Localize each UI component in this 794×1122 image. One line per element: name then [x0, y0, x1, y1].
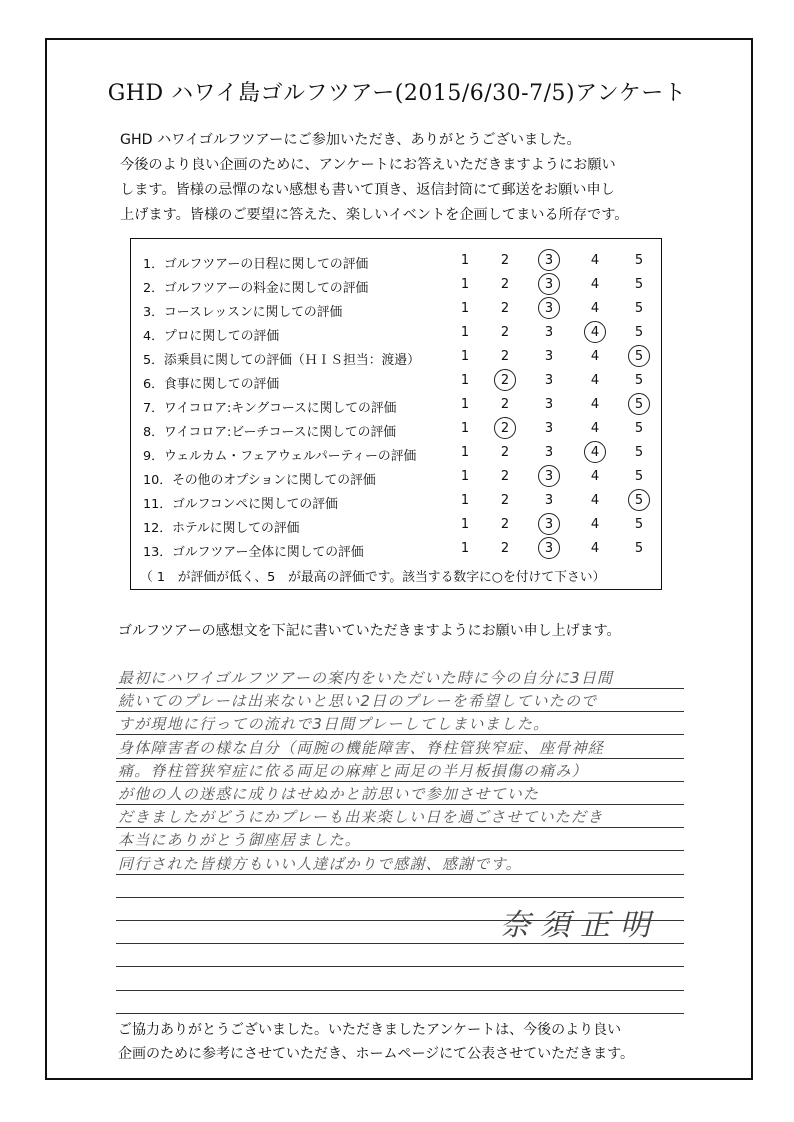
rating-option-label: 3	[544, 493, 554, 508]
rating-option[interactable]	[453, 301, 477, 316]
intro-line: 上げます。皆様のご要望に答えた、楽しいイベントを企画してまいる所存です。	[120, 207, 629, 223]
rating-option-label: 5	[634, 517, 644, 532]
selected-circle-mark	[584, 441, 606, 463]
rating-option-label: 2	[500, 301, 510, 316]
rating-option[interactable]	[537, 253, 561, 268]
rating-row	[143, 394, 663, 418]
rating-label: 5．添乗員に関しての評価（ＨＩＳ担当：渡邉）	[143, 353, 420, 368]
rating-option-label: 3	[544, 253, 554, 268]
rating-option-label: 1	[460, 373, 470, 388]
rating-option[interactable]	[493, 517, 517, 532]
handwritten-line: 痛。脊柱管狭窄症に依る両足の麻痺と両足の半月板損傷の痛み）	[118, 761, 588, 780]
rating-label: 7．ワイコロア:キングコースに関しての評価	[143, 401, 397, 416]
rating-option-label: 2	[500, 493, 510, 508]
rating-option-label: 1	[460, 397, 470, 412]
rating-option-label: 4	[590, 445, 600, 460]
rating-option[interactable]	[493, 421, 517, 436]
rating-option-label: 5	[634, 277, 644, 292]
rating-option-label: 4	[590, 325, 600, 340]
handwritten-line: 続いてのプレーは出来ないと思い2日のプレーを希望していたので	[118, 692, 598, 711]
rating-option-label: 1	[460, 493, 470, 508]
rating-option[interactable]	[627, 301, 651, 316]
rating-option[interactable]	[453, 541, 477, 556]
rating-option[interactable]	[583, 469, 607, 484]
rating-option[interactable]	[583, 325, 607, 340]
rating-option-label: 2	[500, 397, 510, 412]
rating-row	[143, 490, 663, 514]
rating-option-label: 5	[634, 493, 644, 508]
comment-request: ゴルフツアーの感想文を下記に書いていただきますようにお願い申し上げます。	[118, 623, 621, 639]
rating-option-label: 5	[634, 541, 644, 556]
rating-option-label: 3	[544, 445, 554, 460]
rating-option-label: 5	[634, 301, 644, 316]
rating-option-label: 2	[500, 469, 510, 484]
rating-label: 4．プロに関しての評価	[143, 329, 280, 344]
rating-option[interactable]	[453, 517, 477, 532]
rating-option[interactable]	[493, 397, 517, 412]
writing-line	[116, 804, 684, 805]
rating-option-label: 2	[500, 421, 510, 436]
rating-option[interactable]	[493, 349, 517, 364]
rating-option[interactable]	[493, 325, 517, 340]
rating-option[interactable]	[453, 493, 477, 508]
rating-option-label: 4	[590, 253, 600, 268]
rating-option[interactable]	[583, 517, 607, 532]
selected-circle-mark	[538, 297, 560, 319]
rating-option-label: 3	[544, 541, 554, 556]
rating-option-label: 4	[590, 469, 600, 484]
rating-option-label: 4	[590, 517, 600, 532]
rating-label: 6．食事に関しての評価	[143, 377, 280, 392]
rating-option-label: 2	[500, 517, 510, 532]
rating-option-label: 1	[460, 445, 470, 460]
rating-label: 13．ゴルフツアー全体に関しての評価	[143, 545, 364, 560]
selected-circle-mark	[538, 537, 560, 559]
selected-circle-mark	[538, 249, 560, 271]
rating-option-label: 5	[634, 373, 644, 388]
rating-option-label: 2	[500, 373, 510, 388]
rating-label: 9．ウェルカム・フェアウェルパーティーの評価	[143, 449, 417, 464]
rating-option-label: 3	[544, 349, 554, 364]
rating-option[interactable]	[627, 277, 651, 292]
writing-line	[116, 850, 684, 851]
rating-option[interactable]	[493, 493, 517, 508]
rating-option[interactable]	[453, 397, 477, 412]
rating-label: 11．ゴルフコンペに関しての評価	[143, 497, 338, 512]
handwritten-line: が他の人の迷惑に成りはせぬかと訪思いで参加させていた	[118, 785, 540, 803]
rating-option[interactable]	[537, 469, 561, 484]
rating-option[interactable]	[627, 397, 651, 412]
writing-line	[116, 990, 684, 991]
rating-option-label: 5	[634, 421, 644, 436]
rating-option[interactable]	[627, 517, 651, 532]
writing-line	[116, 1013, 684, 1014]
rating-option-label: 2	[500, 445, 510, 460]
rating-option-label: 2	[500, 253, 510, 268]
selected-circle-mark	[494, 369, 516, 391]
rating-option-label: 1	[460, 517, 470, 532]
writing-line	[116, 827, 684, 828]
rating-label: 2．ゴルフツアーの料金に関しての評価	[143, 281, 369, 296]
rating-option[interactable]	[627, 469, 651, 484]
rating-option-label: 2	[500, 541, 510, 556]
rating-option[interactable]	[493, 373, 517, 388]
rating-option[interactable]	[537, 541, 561, 556]
rating-option[interactable]	[583, 349, 607, 364]
rating-option-label: 4	[590, 397, 600, 412]
rating-option[interactable]	[537, 373, 561, 388]
selected-circle-mark	[538, 273, 560, 295]
rating-option-label: 5	[634, 445, 644, 460]
handwritten-line: すが現地に行っての流れで3日間プレーしてしまいました。	[118, 715, 550, 734]
selected-circle-mark	[628, 489, 650, 511]
rating-row	[143, 538, 663, 562]
rating-option[interactable]	[627, 325, 651, 340]
rating-row	[143, 370, 663, 394]
rating-option-label: 3	[544, 421, 554, 436]
rating-option-label: 4	[590, 349, 600, 364]
rating-option-label: 5	[634, 253, 644, 268]
rating-option[interactable]	[537, 301, 561, 316]
writing-line	[116, 966, 684, 967]
handwritten-line: 最初にハワイゴルフツアーの案内をいただいた時に今の自分に3日間	[118, 669, 614, 687]
rating-row	[143, 250, 663, 274]
handwritten-line: 身体障害者の様な自分（両腕の機能障害、脊柱管狭窄症、座骨神経	[118, 738, 605, 757]
rating-option[interactable]	[627, 349, 651, 364]
closing-line: ご協力ありがとうございました。いただきましたアンケートは、今後のより良い	[118, 1022, 622, 1038]
rating-option[interactable]	[453, 421, 477, 436]
rating-option[interactable]	[627, 493, 651, 508]
rating-option-label: 3	[544, 277, 554, 292]
rating-option-label: 3	[544, 325, 554, 340]
rating-option[interactable]	[493, 469, 517, 484]
writing-line	[116, 897, 684, 898]
rating-option-label: 1	[460, 469, 470, 484]
rating-option-label: 1	[460, 325, 470, 340]
rating-option-label: 4	[590, 421, 600, 436]
rating-option[interactable]	[627, 421, 651, 436]
intro-line: 今後のより良い企画のために、アンケートにお答えいただきますようにお願い	[120, 157, 616, 173]
rating-option[interactable]	[493, 277, 517, 292]
writing-line	[116, 781, 684, 782]
rating-option[interactable]	[493, 445, 517, 460]
rating-row	[143, 514, 663, 538]
rating-option[interactable]	[583, 277, 607, 292]
rating-option[interactable]	[453, 253, 477, 268]
writing-line	[116, 711, 684, 712]
rating-option[interactable]	[627, 253, 651, 268]
rating-option-label: 3	[544, 469, 554, 484]
rating-option-label: 3	[544, 397, 554, 412]
rating-option[interactable]	[537, 445, 561, 460]
rating-option[interactable]	[537, 421, 561, 436]
rating-note: （ 1 が評価が低く、5 が最高の評価です。該当する数字に○を付けて下さい）	[140, 570, 606, 585]
rating-label: 8．ワイコロア:ビーチコースに関しての評価	[143, 425, 397, 440]
rating-option-label: 4	[590, 541, 600, 556]
rating-label: 12．ホテルに関しての評価	[143, 521, 300, 536]
rating-row	[143, 346, 663, 370]
rating-option-label: 4	[590, 301, 600, 316]
rating-option-label: 4	[590, 277, 600, 292]
rating-option[interactable]	[453, 277, 477, 292]
rating-option[interactable]	[583, 301, 607, 316]
rating-option[interactable]	[627, 541, 651, 556]
rating-option-label: 1	[460, 277, 470, 292]
rating-option[interactable]	[583, 445, 607, 460]
rating-row	[143, 322, 663, 346]
rating-option-label: 4	[590, 373, 600, 388]
rating-option[interactable]	[453, 469, 477, 484]
handwritten-line: 同行された皆様方もいい人達ばかりで感謝、感謝です。	[118, 854, 522, 873]
writing-line	[116, 874, 684, 875]
writing-line	[116, 758, 684, 759]
rating-option-label: 2	[500, 349, 510, 364]
rating-option-label: 3	[544, 373, 554, 388]
intro-line: GHD ハワイゴルフツアーにご参加いただき、ありがとうございました。	[120, 132, 581, 148]
rating-option[interactable]	[493, 301, 517, 316]
rating-option[interactable]	[537, 349, 561, 364]
rating-option-label: 5	[634, 325, 644, 340]
rating-option[interactable]	[627, 373, 651, 388]
rating-label: 3．コースレッスンに関しての評価	[143, 305, 343, 320]
rating-row	[143, 418, 663, 442]
rating-option-label: 1	[460, 301, 470, 316]
selected-circle-mark	[628, 345, 650, 367]
page-title: GHD ハワイ島ゴルフツアー(2015/6/30-7/5)アンケート	[107, 81, 687, 106]
rating-option-label: 2	[500, 277, 510, 292]
signature: 奈須正明	[500, 908, 660, 943]
rating-option[interactable]	[583, 421, 607, 436]
rating-row	[143, 442, 663, 466]
rating-row	[143, 466, 663, 490]
rating-option-label: 5	[634, 349, 644, 364]
rating-option-label: 1	[460, 541, 470, 556]
rating-option[interactable]	[583, 397, 607, 412]
rating-option[interactable]	[453, 349, 477, 364]
rating-option[interactable]	[493, 253, 517, 268]
rating-option[interactable]	[583, 493, 607, 508]
rating-option[interactable]	[453, 373, 477, 388]
rating-row	[143, 274, 663, 298]
rating-option[interactable]	[493, 541, 517, 556]
rating-option[interactable]	[537, 517, 561, 532]
rating-option[interactable]	[537, 325, 561, 340]
selected-circle-mark	[538, 513, 560, 535]
rating-option-label: 1	[460, 253, 470, 268]
rating-option-label: 1	[460, 421, 470, 436]
rating-option-label: 4	[590, 493, 600, 508]
handwritten-line: 本当にありがとう御座居ました。	[118, 831, 362, 850]
rating-option[interactable]	[537, 397, 561, 412]
rating-option-label: 2	[500, 325, 510, 340]
selected-circle-mark	[538, 465, 560, 487]
rating-option-label: 1	[460, 349, 470, 364]
selected-circle-mark	[584, 321, 606, 343]
rating-option-label: 5	[634, 469, 644, 484]
rating-option[interactable]	[583, 253, 607, 268]
rating-label: 10．その他のオプションに関しての評価	[143, 473, 376, 488]
rating-option[interactable]	[583, 541, 607, 556]
intro-line: します。皆様の忌憚のない感想も書いて頂き、返信封筒にて郵送をお願い申し	[120, 182, 615, 198]
rating-option-label: 3	[544, 301, 554, 316]
writing-line	[116, 734, 684, 735]
rating-option[interactable]	[583, 373, 607, 388]
rating-option[interactable]	[453, 325, 477, 340]
handwritten-line: だきましたがどうにかプレーも出来楽しい日を過ごさせていただき	[118, 808, 604, 827]
rating-option[interactable]	[453, 445, 477, 460]
selected-circle-mark	[494, 417, 516, 439]
rating-row	[143, 298, 663, 322]
selected-circle-mark	[628, 393, 650, 415]
closing-line: 企画のために参考にさせていただき、ホームページにて公表させていただきます。	[118, 1046, 635, 1062]
rating-option-label: 3	[544, 517, 554, 532]
closing-text	[118, 1018, 634, 1066]
writing-line	[116, 688, 684, 689]
rating-option-label: 5	[634, 397, 644, 412]
intro-text	[120, 128, 720, 228]
rating-option[interactable]	[537, 277, 561, 292]
rating-option[interactable]	[627, 445, 651, 460]
rating-option[interactable]	[537, 493, 561, 508]
rating-label: 1．ゴルフツアーの日程に関しての評価	[143, 257, 369, 272]
